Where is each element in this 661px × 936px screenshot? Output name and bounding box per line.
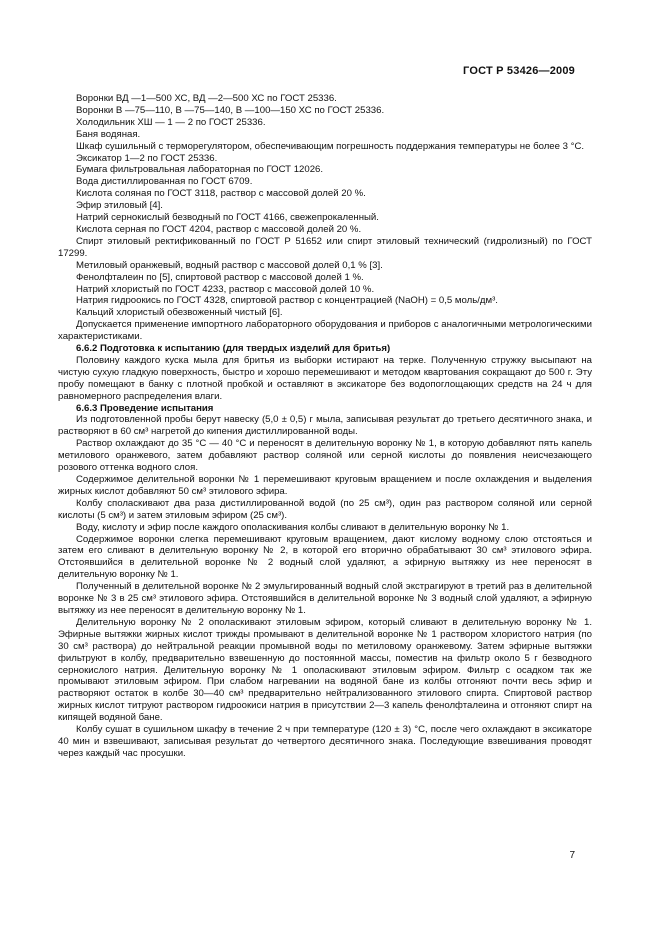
paragraph: Колбу споласкивают два раза дистиллированной водой (по 25 см³), один раз раствором соляной или серной кислоты (5 см³) и затем этиловым эфиром (25 см³).	[58, 497, 592, 521]
paragraph: Воду, кислоту и эфир после каждого ополаскивания колбы сливают в делительную воронку № 1.	[76, 521, 510, 533]
paragraph: Воронки ВД —1—500 ХС, ВД —2—500 ХС по ГОСТ 25336.	[76, 93, 337, 104]
paragraph: Из подготовленной пробы берут навеску (5,0 ± 0,5) г мыла, записывая результат до третьего десятичного знака, и растворяют в 60 см³ нагретой до кипения дистиллированной воды.	[58, 414, 592, 438]
paragraph: Полученный в делительной воронке № 2 эмульгированный водный слой экстрагируют в третий раз в делительной воронке № 3 в 25 см³ этилового эфира. Отстоявшийся в делительной воронке № 3 водный слой удаляют, а эфирную вытяжку из нее переносят в делительную воронку № 1.	[58, 581, 592, 616]
document-body	[58, 93, 592, 760]
paragraph: Кислота серная по ГОСТ 4204, раствор с массовой долей 20 %.	[76, 223, 362, 235]
paragraph: Метиловый оранжевый, водный раствор с массовой долей 0,1 % [3].	[76, 259, 383, 271]
paragraph: Содержимое делительной воронки № 1 перемешивают круговым вращением и после охлаждения и выделения жирных кислот добавляют 50 см³ этилового эфира.	[58, 474, 592, 497]
section-heading: 6.6.2 Подготовка к испытанию (для твердых изделий для бритья)	[76, 343, 391, 355]
paragraph: Допускается применение импортного лабораторного оборудования и приборов с аналогичными метрологическими характеристиками.	[58, 319, 592, 343]
paragraph: Эксикатор 1—2 по ГОСТ 25336.	[76, 152, 218, 164]
paragraph: Кальций хлористый обезвоженный чистый [6].	[76, 307, 283, 319]
paragraph: Раствор охлаждают до 35 °С — 40 °С и переносят в делительную воронку № 1, в которую добавляют пять капель метилового оранжевого, затем добавляют раствор соляной или серной кислоты до появления неисчезающего розового оттенка водного слоя.	[58, 438, 592, 474]
paragraph: Шкаф сушильный с терморегулятором, обеспечивающим погрешность поддержания температуры не более 3 °С.	[76, 140, 585, 152]
paragraph: Фенолфталеин по [5], спиртовой раствор с массовой долей 1 %.	[76, 271, 364, 283]
paragraph: Половину каждого куска мыла для бритья из выборки истирают на терке. Полученную стружку высыпают на чистую сухую гладкую поверхность, быстро и хорошо перемешивают и методом квартования сокращают до 500 г. Эту пробу помещают в банку с плотной пробкой и оставляют в эксикаторе без водопоглощающих средств на 24 ч для равномерного распределения влаги.	[58, 354, 592, 402]
paragraph: Эфир этиловый [4].	[76, 200, 163, 212]
paragraph: Делительную воронку № 2 ополаскивают этиловым эфиром, который сливают в делительную воронку № 1. Эфирные вытяжки жирных кислот трижды промывают в делительной воронке № 1 раствором хлористого натрия (по 30 см³ раствора) до нейтральной реакции промывной воды по метиловому оранжевому. Затем эфирные вытяжки фильтруют в колбу, предварительно взвешенную до постоянной массы, поместив на фильтр около 5 г безводного сернокислого натрия. Делительную воронку № 1 ополаскивают этиловым эфиром. Фильтр с осадком так же промывают этиловым эфиром. При слабом нагревании на водяной бане из колбы отгоняют почти весь эфир и растворяют остаток в колбе 30—40 см³ предварительно нейтрализованного этилового спирта. Спиртовой раствор жирных кислот титруют раствором гидроокиси натрия в присутствии 2—3 капель фенолфталеина и отгоняют спирт на кипящей водяной бане.	[58, 616, 592, 724]
paragraph: Натрия гидроокись по ГОСТ 4328, спиртовой раствор с концентрацией (NaOH) = 0,5 моль/дм³.	[76, 295, 498, 307]
section-heading: 6.6.3 Проведение испытания	[76, 402, 214, 414]
paragraph: Холодильник ХШ — 1 — 2 по ГОСТ 25336.	[76, 116, 266, 128]
paragraph: Натрий хлористый по ГОСТ 4233, раствор с массовой долей 10 %.	[76, 283, 375, 295]
paragraph: Кислота соляная по ГОСТ 3118, раствор с массовой долей 20 %.	[76, 188, 366, 200]
document-code-header: ГОСТ Р 53426—2009	[463, 65, 575, 77]
paragraph: Бумага фильтровальная лабораторная по ГОСТ 12026.	[76, 164, 324, 176]
paragraph: Вода дистиллированная по ГОСТ 6709.	[76, 176, 253, 188]
paragraph: Колбу сушат в сушильном шкафу в течение 2 ч при температуре (120 ± 3) °С, после чего охлаждают в эксикаторе 40 мин и взвешивают, записывая результат до четвертого десятичного знака. Последующие взвешивания проводят через каждый час просушки.	[58, 724, 592, 759]
paragraph: Баня водяная.	[76, 128, 141, 140]
paragraph: Натрий сернокислый безводный по ГОСТ 4166, свежепрокаленный.	[76, 212, 379, 224]
paragraph: Спирт этиловый ректификованный по ГОСТ Р 51652 или спирт этиловый технический (гидролизный) по ГОСТ 17299.	[58, 235, 592, 259]
page-number: 7	[569, 850, 575, 861]
paragraph: Содержимое воронки слегка перемешивают круговым вращением, дают кислому водному слою отстояться и затем его сливают в делительную воронку № 2, в которой его вторично обрабатывают 30 см³ этилового эфира. Отстоявшийся в делительной воронке № 2 водный слой удаляют, а эфирную вытяжку из нее переносят в делительную воронку № 1.	[58, 533, 592, 581]
paragraph: Воронки В —75—110, В —75—140, В —100—150 ХС по ГОСТ 25336.	[76, 104, 385, 116]
